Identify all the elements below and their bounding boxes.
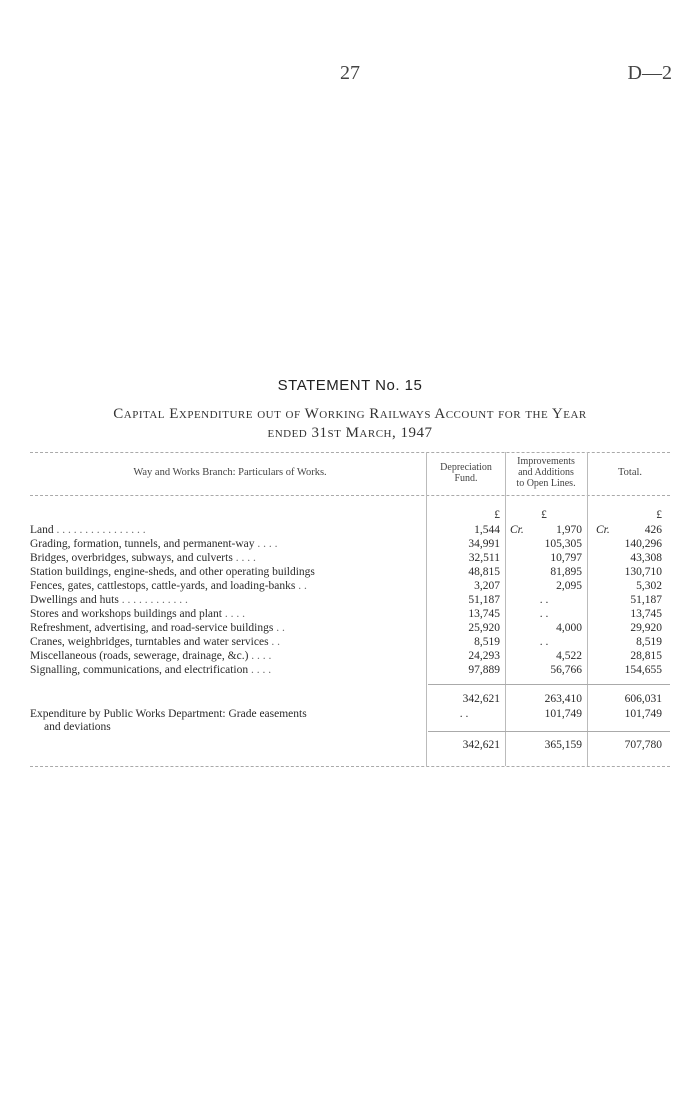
leader-dots: . . . . . . . . . . . . xyxy=(118,594,188,606)
pwd-label-line-2: and deviations xyxy=(44,721,111,733)
row-label-text: Signalling, communications, and electrification xyxy=(30,664,249,676)
row-label xyxy=(30,635,420,649)
leader-dots: . . . . xyxy=(248,650,272,662)
leader-dots: . . xyxy=(273,622,285,634)
cell-depreciation: 3,207 xyxy=(474,580,500,592)
row-label-text: Cranes, weighbridges, turntables and water services xyxy=(30,636,269,648)
cell-improvements: 2,095 xyxy=(556,580,582,592)
cell-depreciation: 1,544 xyxy=(474,524,500,536)
row-label xyxy=(30,565,420,579)
cell-improvements: . . xyxy=(539,594,549,606)
credit-prefix: Cr. xyxy=(510,524,524,536)
cell-total xyxy=(592,523,662,537)
statement-title: STATEMENT No. 15 xyxy=(277,377,423,394)
cell-depreciation: 34,991 xyxy=(468,538,500,550)
row-label-text: Grading, formation, tunnels, and permanent-way xyxy=(30,538,255,550)
row-label xyxy=(30,579,420,593)
cell-total: 51,187 xyxy=(630,594,662,606)
cell-depreciation: 8,519 xyxy=(474,636,500,648)
pwd-improvements: 101,749 xyxy=(544,708,582,720)
row-label xyxy=(30,621,420,635)
header-depreciation xyxy=(428,462,504,484)
cell-depreciation: 32,511 xyxy=(468,552,500,564)
cell-total: 140,296 xyxy=(624,538,662,550)
cell-depreciation: 13,745 xyxy=(468,608,500,620)
cell-improvements xyxy=(506,523,582,537)
cell-total: 5,302 xyxy=(636,580,662,592)
leader-dots: . . xyxy=(295,580,307,592)
grand-total-rule xyxy=(428,731,670,732)
grand-total-improvements: 365,159 xyxy=(544,739,582,751)
table-bottom-rule xyxy=(30,766,670,767)
subtotal-improvements: 263,410 xyxy=(544,693,582,705)
header-improvements xyxy=(506,456,586,489)
row-label-text: Refreshment, advertising, and road-service buildings xyxy=(30,622,274,634)
cell-improvements: 4,000 xyxy=(556,622,582,634)
header-depreciation-line-2: Fund. xyxy=(454,473,478,484)
cell-total: 130,710 xyxy=(624,566,662,578)
row-label-text: Dwellings and huts xyxy=(30,594,119,606)
column-divider xyxy=(587,452,588,766)
cell-total: 29,920 xyxy=(630,622,662,634)
cell-depreciation: 51,187 xyxy=(468,594,500,606)
row-label xyxy=(30,593,420,607)
leader-dots: . . xyxy=(268,636,281,648)
cell-improvements: . . xyxy=(539,636,549,648)
cell-improvements: 105,305 xyxy=(544,538,582,550)
currency-symbol: £ xyxy=(541,509,547,521)
row-label xyxy=(30,649,420,663)
header-particulars: Way and Works Branch: Particulars of Works. xyxy=(133,467,327,478)
row-label xyxy=(30,607,420,621)
grand-total-total: 707,780 xyxy=(624,739,662,751)
subtitle-line-1: Capital Expenditure out of Working Railways Account for the Year xyxy=(113,406,587,422)
header-bottom-rule xyxy=(30,495,670,496)
cell-depreciation: 24,293 xyxy=(468,650,500,662)
row-label-text: Miscellaneous (roads, sewerage, drainage, &c.) xyxy=(30,650,249,662)
cell-total: 8,519 xyxy=(636,636,662,648)
cell-total: 43,308 xyxy=(630,552,662,564)
row-label-text: Bridges, overbridges, subways, and culverts xyxy=(30,552,233,564)
row-label xyxy=(30,551,420,565)
cell-depreciation: 48,815 xyxy=(468,566,500,578)
cell-total-value: 426 xyxy=(644,524,662,536)
cell-depreciation: 97,889 xyxy=(468,664,500,676)
pwd-label-line-1: Expenditure by Public Works Department: Grade easements xyxy=(30,708,307,720)
pwd-depreciation: . . xyxy=(459,708,469,720)
row-label-text: Land xyxy=(30,524,54,536)
credit-prefix: Cr. xyxy=(596,524,610,536)
cell-total: 13,745 xyxy=(630,608,662,620)
leader-dots: . . . . xyxy=(248,664,272,676)
currency-symbol: £ xyxy=(656,509,662,521)
subtotal-total: 606,031 xyxy=(624,693,662,705)
header-improvements-line-3: to Open Lines. xyxy=(516,478,576,489)
cell-improvements: . . xyxy=(539,608,549,620)
cell-total: 154,655 xyxy=(624,664,662,676)
header-improvements-line-2: and Additions xyxy=(518,467,574,478)
row-label-text: Stores and workshops buildings and plant xyxy=(30,608,222,620)
row-label-text: Station buildings, engine-sheds, and other operating buildings xyxy=(30,566,315,578)
header-depreciation-line-1: Depreciation xyxy=(440,462,492,473)
leader-dots: . . . . xyxy=(254,538,278,550)
subtitle-line-2: ended 31st March, 1947 xyxy=(267,425,433,441)
page-number: 27 xyxy=(340,62,360,84)
currency-symbol: £ xyxy=(494,509,500,521)
row-label-text: Fences, gates, cattlestops, cattle-yards, and loading-banks xyxy=(30,580,296,592)
row-label xyxy=(30,523,420,537)
leader-dots: . . . . xyxy=(221,608,245,620)
leader-dots: . . . . xyxy=(232,552,256,564)
cell-improvements: 4,522 xyxy=(556,650,582,662)
grand-total-depreciation: 342,621 xyxy=(462,739,500,751)
cell-total: 28,815 xyxy=(630,650,662,662)
subtotal-depreciation: 342,621 xyxy=(462,693,500,705)
pwd-total: 101,749 xyxy=(624,708,662,720)
page-reference: D—2 xyxy=(627,62,672,84)
table-top-rule xyxy=(30,452,670,453)
cell-depreciation: 25,920 xyxy=(468,622,500,634)
header-improvements-line-1: Improvements xyxy=(517,456,575,467)
leader-dots: . . . . . . . . . . . . . . . . xyxy=(53,524,146,536)
column-divider xyxy=(426,452,427,766)
row-label xyxy=(30,537,420,551)
subtotal-rule xyxy=(428,684,670,685)
cell-improvements: 81,895 xyxy=(550,566,582,578)
cell-improvements: 56,766 xyxy=(550,664,582,676)
cell-improvements-value: 1,970 xyxy=(556,524,582,536)
row-label xyxy=(30,663,420,677)
header-total: Total. xyxy=(617,467,643,478)
cell-improvements: 10,797 xyxy=(550,552,582,564)
statement-subtitle xyxy=(30,405,670,443)
